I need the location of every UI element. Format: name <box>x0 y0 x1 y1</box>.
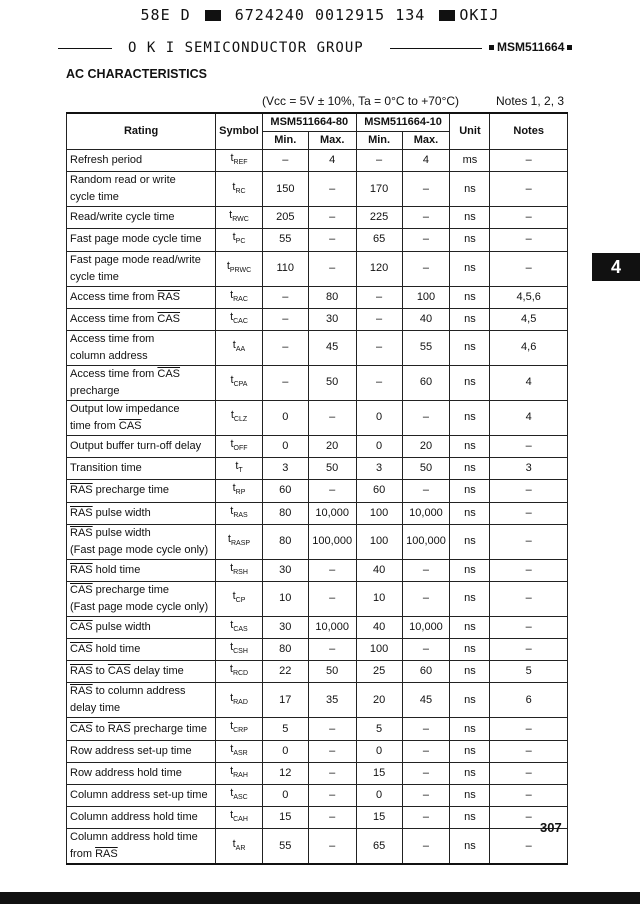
table-row <box>67 502 568 524</box>
min80-cell: 30 <box>262 559 308 581</box>
max80-cell: – <box>308 480 356 502</box>
table-row <box>67 524 568 559</box>
symbol-cell: $t_{CP}$ <box>216 581 263 616</box>
max80-cell: – <box>308 829 356 865</box>
min10-cell: 40 <box>356 559 402 581</box>
symbol-cell: $t_{RCD}$ <box>216 661 263 683</box>
notes-cell: – <box>490 480 568 502</box>
min80-cell: 55 <box>262 829 308 865</box>
unit-cell: ns <box>450 785 490 807</box>
symbol-cell: $t_{RWC}$ <box>216 207 263 229</box>
max10-cell: 60 <box>402 661 450 683</box>
header-unit: Unit <box>450 113 490 150</box>
min80-cell: 10 <box>262 581 308 616</box>
unit-cell: ns <box>450 740 490 762</box>
topline-left: 58E D <box>140 6 191 24</box>
min10-cell: 25 <box>356 661 402 683</box>
min80-cell: – <box>262 286 308 308</box>
min80-cell: 55 <box>262 229 308 251</box>
min10-cell: 120 <box>356 251 402 286</box>
rating-cell: Fast page mode read/write cycle time <box>67 251 216 286</box>
scan-bottom-edge <box>0 892 640 904</box>
max10-cell: 55 <box>402 330 450 365</box>
symbol-cell: $t_{RAH}$ <box>216 762 263 784</box>
symbol-cell: $t_{RASP}$ <box>216 524 263 559</box>
symbol-cell: $t_{CPA}$ <box>216 365 263 400</box>
header-rule-right <box>390 48 482 49</box>
rating-cell: Random read or write cycle time <box>67 172 216 207</box>
notes-cell: – <box>490 718 568 740</box>
symbol-cell: $t_{PC}$ <box>216 229 263 251</box>
table-row <box>67 718 568 740</box>
max80-cell: 45 <box>308 330 356 365</box>
rating-cell: $\overline{CAS}$ hold time <box>67 639 216 661</box>
page-number: 307 <box>540 820 562 835</box>
unit-cell: ns <box>450 286 490 308</box>
min10-cell: 100 <box>356 524 402 559</box>
max10-cell: – <box>402 229 450 251</box>
rating-cell: Output low impedance time from $\overline{CAS}$ <box>67 400 216 435</box>
min80-cell: 110 <box>262 251 308 286</box>
rating-cell: Column address hold time from $\overline{RAS}$ <box>67 829 216 865</box>
max10-cell: – <box>402 559 450 581</box>
min10-cell: 0 <box>356 740 402 762</box>
max80-cell: 50 <box>308 365 356 400</box>
symbol-cell: $t_{REF}$ <box>216 150 263 172</box>
table-row <box>67 330 568 365</box>
page-header <box>58 40 588 56</box>
max80-cell: – <box>308 400 356 435</box>
unit-cell: ns <box>450 207 490 229</box>
max80-cell: – <box>308 762 356 784</box>
unit-cell: ns <box>450 807 490 829</box>
rating-cell: $\overline{RAS}$ hold time <box>67 559 216 581</box>
unit-cell: ns <box>450 683 490 718</box>
min80-cell: 205 <box>262 207 308 229</box>
unit-cell: ns <box>450 616 490 638</box>
max80-cell: 30 <box>308 308 356 330</box>
table-row <box>67 581 568 616</box>
header-rule-left <box>58 48 112 49</box>
symbol-cell: $t_{CAS}$ <box>216 616 263 638</box>
table-row <box>67 435 568 457</box>
min80-cell: 0 <box>262 400 308 435</box>
notes-cell: – <box>490 559 568 581</box>
black-block-mark <box>439 10 455 21</box>
unit-cell: ns <box>450 435 490 457</box>
symbol-cell: $t_{CSH}$ <box>216 639 263 661</box>
symbol-cell: $t_{CAC}$ <box>216 308 263 330</box>
min10-cell: 0 <box>356 400 402 435</box>
unit-cell: ns <box>450 524 490 559</box>
table-row <box>67 400 568 435</box>
rating-cell: Access time from column address <box>67 330 216 365</box>
min80-cell: 80 <box>262 502 308 524</box>
symbol-cell: $t_{CLZ}$ <box>216 400 263 435</box>
scan-header-code <box>0 6 640 24</box>
rating-cell: Row address set-up time <box>67 740 216 762</box>
min10-cell: 100 <box>356 502 402 524</box>
min80-cell: – <box>262 150 308 172</box>
max80-cell: – <box>308 251 356 286</box>
max10-cell: 45 <box>402 683 450 718</box>
rating-cell: $\overline{CAS}$ pulse width <box>67 616 216 638</box>
max10-cell: 10,000 <box>402 502 450 524</box>
unit-cell: ns <box>450 308 490 330</box>
header-symbol: Symbol <box>216 113 263 150</box>
max80-cell: – <box>308 639 356 661</box>
header-min-80: Min. <box>262 132 308 150</box>
notes-cell: – <box>490 207 568 229</box>
max80-cell: 50 <box>308 661 356 683</box>
table-row <box>67 683 568 718</box>
max10-cell: – <box>402 762 450 784</box>
min80-cell: 0 <box>262 785 308 807</box>
notes-cell: – <box>490 740 568 762</box>
symbol-cell: $t_T$ <box>216 458 263 480</box>
notes-cell: – <box>490 829 568 865</box>
notes-cell: – <box>490 251 568 286</box>
symbol-cell: $t_{AA}$ <box>216 330 263 365</box>
unit-cell: ns <box>450 718 490 740</box>
min10-cell: 15 <box>356 807 402 829</box>
min80-cell: 60 <box>262 480 308 502</box>
notes-cell: 3 <box>490 458 568 480</box>
notes-cell: 4 <box>490 365 568 400</box>
max10-cell: 100 <box>402 286 450 308</box>
min80-cell: 3 <box>262 458 308 480</box>
table-row <box>67 286 568 308</box>
section-title: AC CHARACTERISTICS <box>66 67 207 81</box>
min10-cell: 170 <box>356 172 402 207</box>
table-row <box>67 308 568 330</box>
symbol-cell: $t_{RAD}$ <box>216 683 263 718</box>
min10-cell: – <box>356 330 402 365</box>
unit-cell: ns <box>450 559 490 581</box>
symbol-cell: $t_{CAH}$ <box>216 807 263 829</box>
notes-cell: – <box>490 762 568 784</box>
notes-cell: – <box>490 435 568 457</box>
unit-cell: ns <box>450 661 490 683</box>
rating-cell: Access time from $\overline{CAS}$ precharge <box>67 365 216 400</box>
min80-cell: 17 <box>262 683 308 718</box>
rating-cell: Access time from $\overline{CAS}$ <box>67 308 216 330</box>
unit-cell: ns <box>450 365 490 400</box>
min80-cell: 0 <box>262 740 308 762</box>
min10-cell: – <box>356 365 402 400</box>
table-body <box>67 150 568 865</box>
symbol-cell: $t_{ASR}$ <box>216 740 263 762</box>
min10-cell: 3 <box>356 458 402 480</box>
rating-cell: Column address set-up time <box>67 785 216 807</box>
notes-cell: 4 <box>490 400 568 435</box>
symbol-cell: $t_{ASC}$ <box>216 785 263 807</box>
max80-cell: 10,000 <box>308 616 356 638</box>
part-number-text: MSM511664 <box>497 40 565 54</box>
min80-cell: 15 <box>262 807 308 829</box>
rating-cell: Read/write cycle time <box>67 207 216 229</box>
max10-cell: – <box>402 581 450 616</box>
notes-cell: – <box>490 581 568 616</box>
symbol-cell: $t_{AR}$ <box>216 829 263 865</box>
max80-cell: 80 <box>308 286 356 308</box>
max80-cell: 20 <box>308 435 356 457</box>
header-part-number <box>486 40 575 54</box>
max80-cell: – <box>308 718 356 740</box>
table-row <box>67 172 568 207</box>
min80-cell: 30 <box>262 616 308 638</box>
notes-cell: 5 <box>490 661 568 683</box>
symbol-cell: $t_{CRP}$ <box>216 718 263 740</box>
test-conditions: (Vcc = 5V ± 10%, Ta = 0°C to +70°C) <box>262 94 460 108</box>
square-bullet-icon <box>567 45 572 50</box>
unit-cell: ns <box>450 581 490 616</box>
notes-cell: – <box>490 807 568 829</box>
section-tab: 4 <box>592 253 640 281</box>
unit-cell: ns <box>450 458 490 480</box>
notes-cell: – <box>490 172 568 207</box>
square-bullet-icon <box>489 45 494 50</box>
table-row <box>67 740 568 762</box>
table-row <box>67 559 568 581</box>
min10-cell: 225 <box>356 207 402 229</box>
max80-cell: – <box>308 207 356 229</box>
max10-cell: – <box>402 740 450 762</box>
min10-cell: 100 <box>356 639 402 661</box>
table-row <box>67 762 568 784</box>
max80-cell: 100,000 <box>308 524 356 559</box>
min80-cell: 5 <box>262 718 308 740</box>
max10-cell: 4 <box>402 150 450 172</box>
min80-cell: 80 <box>262 639 308 661</box>
min10-cell: 65 <box>356 829 402 865</box>
min80-cell: 0 <box>262 435 308 457</box>
max10-cell: 100,000 <box>402 524 450 559</box>
max10-cell: – <box>402 807 450 829</box>
table-row <box>67 207 568 229</box>
header-max-10: Max. <box>402 132 450 150</box>
max10-cell: 20 <box>402 435 450 457</box>
notes-cell: 4,5 <box>490 308 568 330</box>
min80-cell: – <box>262 365 308 400</box>
min10-cell: 20 <box>356 683 402 718</box>
notes-cell: – <box>490 639 568 661</box>
symbol-cell: $t_{RSH}$ <box>216 559 263 581</box>
rating-cell: $\overline{RAS}$ pulse width <box>67 502 216 524</box>
symbol-cell: $t_{OFF}$ <box>216 435 263 457</box>
max10-cell: – <box>402 207 450 229</box>
rating-cell: Output buffer turn-off delay <box>67 435 216 457</box>
black-block-mark <box>205 10 221 21</box>
rating-cell: $\overline{RAS}$ to $\overline{CAS}$ delay time <box>67 661 216 683</box>
min80-cell: 12 <box>262 762 308 784</box>
max10-cell: – <box>402 718 450 740</box>
max10-cell: 50 <box>402 458 450 480</box>
min80-cell: – <box>262 308 308 330</box>
max80-cell: – <box>308 785 356 807</box>
rating-cell: $\overline{RAS}$ precharge time <box>67 480 216 502</box>
rating-cell: Column address hold time <box>67 807 216 829</box>
min10-cell: 40 <box>356 616 402 638</box>
max10-cell: – <box>402 829 450 865</box>
max10-cell: 10,000 <box>402 616 450 638</box>
header-notes: Notes <box>490 113 568 150</box>
max80-cell: – <box>308 172 356 207</box>
unit-cell: ns <box>450 762 490 784</box>
max10-cell: 60 <box>402 365 450 400</box>
rating-cell: Row address hold time <box>67 762 216 784</box>
rating-cell: $\overline{RAS}$ pulse width (Fast page mode cycle only) <box>67 524 216 559</box>
max10-cell: – <box>402 639 450 661</box>
table-row <box>67 458 568 480</box>
table-row <box>67 480 568 502</box>
max80-cell: – <box>308 581 356 616</box>
rating-cell: Access time from $\overline{RAS}$ <box>67 286 216 308</box>
topline-middle: 6724240 0012915 134 <box>234 6 426 24</box>
min10-cell: – <box>356 308 402 330</box>
min10-cell: – <box>356 286 402 308</box>
max10-cell: – <box>402 400 450 435</box>
topline-right: OKIJ <box>459 6 500 24</box>
max10-cell: – <box>402 172 450 207</box>
max80-cell: 10,000 <box>308 502 356 524</box>
ac-characteristics-table <box>66 112 568 865</box>
notes-cell: – <box>490 229 568 251</box>
rating-cell: $\overline{RAS}$ to column address delay time <box>67 683 216 718</box>
notes-cell: 6 <box>490 683 568 718</box>
table-row <box>67 365 568 400</box>
max10-cell: – <box>402 480 450 502</box>
header-device-10: MSM511664-10 <box>356 113 450 132</box>
max80-cell: – <box>308 229 356 251</box>
rating-cell: Fast page mode cycle time <box>67 229 216 251</box>
max10-cell: – <box>402 251 450 286</box>
unit-cell: ns <box>450 172 490 207</box>
table-row <box>67 829 568 865</box>
unit-cell: ns <box>450 229 490 251</box>
unit-cell: ns <box>450 480 490 502</box>
min10-cell: 10 <box>356 581 402 616</box>
unit-cell: ns <box>450 330 490 365</box>
rating-cell: $\overline{CAS}$ precharge time (Fast page mode cycle only) <box>67 581 216 616</box>
notes-cell: 4,5,6 <box>490 286 568 308</box>
notes-cell: – <box>490 785 568 807</box>
header-device-80: MSM511664-80 <box>262 113 356 132</box>
unit-cell: ns <box>450 639 490 661</box>
table-row <box>67 639 568 661</box>
max80-cell: – <box>308 807 356 829</box>
table-row <box>67 661 568 683</box>
min10-cell: 60 <box>356 480 402 502</box>
header-max-80: Max. <box>308 132 356 150</box>
min10-cell: 65 <box>356 229 402 251</box>
header-min-10: Min. <box>356 132 402 150</box>
max10-cell: – <box>402 785 450 807</box>
notes-cell: – <box>490 616 568 638</box>
rating-cell: $\overline{CAS}$ to $\overline{RAS}$ precharge time <box>67 718 216 740</box>
rating-cell: Transition time <box>67 458 216 480</box>
max80-cell: 4 <box>308 150 356 172</box>
table-row <box>67 150 568 172</box>
max10-cell: 40 <box>402 308 450 330</box>
notes-cell: – <box>490 502 568 524</box>
min10-cell: 5 <box>356 718 402 740</box>
symbol-cell: $t_{RAS}$ <box>216 502 263 524</box>
header-rating: Rating <box>67 113 216 150</box>
symbol-cell: $t_{RC}$ <box>216 172 263 207</box>
max80-cell: – <box>308 559 356 581</box>
unit-cell: ns <box>450 251 490 286</box>
table-row <box>67 229 568 251</box>
min10-cell: 0 <box>356 435 402 457</box>
notes-cell: – <box>490 150 568 172</box>
max80-cell: 35 <box>308 683 356 718</box>
min80-cell: 150 <box>262 172 308 207</box>
min80-cell: – <box>262 330 308 365</box>
table-row <box>67 616 568 638</box>
symbol-cell: $t_{PRWC}$ <box>216 251 263 286</box>
unit-cell: ns <box>450 502 490 524</box>
unit-cell: ns <box>450 829 490 865</box>
min10-cell: – <box>356 150 402 172</box>
table-row <box>67 807 568 829</box>
min80-cell: 80 <box>262 524 308 559</box>
header-group-title: O K I SEMICONDUCTOR GROUP <box>128 40 364 56</box>
max80-cell: 50 <box>308 458 356 480</box>
max80-cell: – <box>308 740 356 762</box>
min10-cell: 15 <box>356 762 402 784</box>
table-row <box>67 785 568 807</box>
notes-cell: – <box>490 524 568 559</box>
unit-cell: ms <box>450 150 490 172</box>
table-row <box>67 251 568 286</box>
symbol-cell: $t_{RAC}$ <box>216 286 263 308</box>
unit-cell: ns <box>450 400 490 435</box>
symbol-cell: $t_{RP}$ <box>216 480 263 502</box>
min10-cell: 0 <box>356 785 402 807</box>
rating-cell: Refresh period <box>67 150 216 172</box>
notes-reference: Notes 1, 2, 3 <box>496 94 565 108</box>
notes-cell: 4,6 <box>490 330 568 365</box>
min80-cell: 22 <box>262 661 308 683</box>
